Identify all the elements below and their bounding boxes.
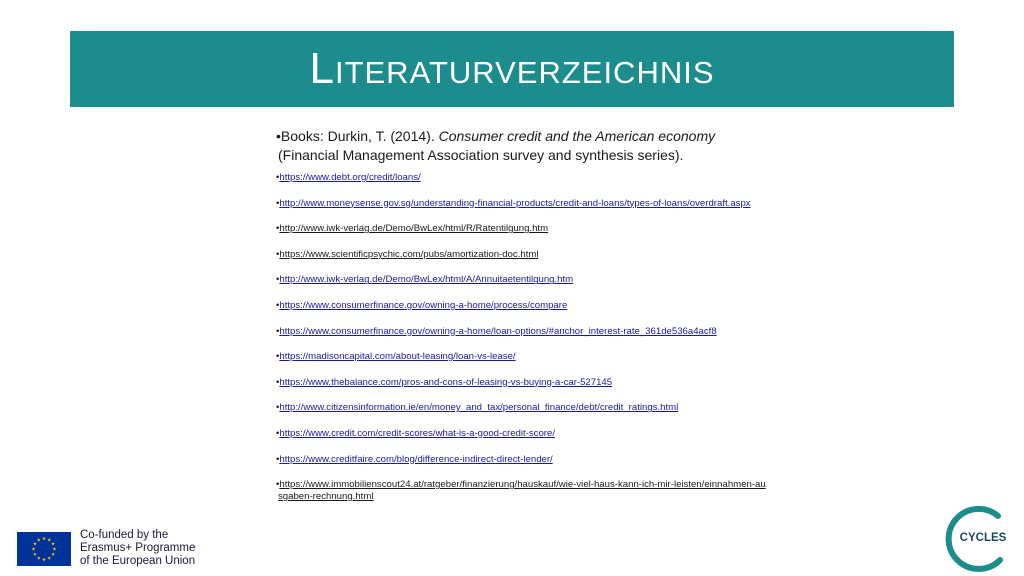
bullet: • bbox=[276, 223, 280, 235]
bullet: • bbox=[276, 172, 280, 183]
reference-item bbox=[278, 402, 770, 414]
link-list bbox=[270, 172, 770, 503]
book-prefix: Books: Durkin, T. (2014). bbox=[280, 128, 439, 144]
reference-link[interactable]: https://www.creditfaire.com/blog/difference-indirect-direct-lender/ bbox=[279, 453, 553, 465]
bullet: • bbox=[276, 402, 280, 414]
eu-text-line2: Erasmus+ Programme bbox=[80, 542, 196, 554]
reference-item bbox=[278, 326, 770, 338]
reference-item bbox=[278, 428, 770, 440]
bullet: • bbox=[276, 453, 280, 465]
reference-item bbox=[278, 249, 770, 261]
reference-item bbox=[278, 300, 770, 312]
reference-link[interactable]: https://www.debt.org/credit/loans/ bbox=[279, 172, 421, 183]
bullet: • bbox=[276, 325, 280, 337]
bullet: • bbox=[276, 274, 280, 286]
reference-link[interactable]: https://www.consumerfinance.gov/owning-a-home/loan-options/#anchor_interest-rate_361de536a4acf8 bbox=[279, 325, 717, 337]
book-reference bbox=[278, 127, 770, 165]
reference-item bbox=[278, 479, 770, 503]
eu-text-line1: Co-funded by the bbox=[80, 529, 169, 541]
reference-link[interactable]: https://www.consumerfinance.gov/owning-a-home/process/compare bbox=[279, 299, 568, 311]
book-suffix: (Financial Management Association survey and synthesis series). bbox=[278, 147, 684, 163]
reference-link[interactable]: http://www.moneysense.gov.sg/understanding-financial-products/credit-and-loans/types-of-loans/overdraft.aspx bbox=[279, 197, 751, 209]
reference-item bbox=[278, 274, 770, 286]
reference-item bbox=[278, 198, 770, 210]
reference-link[interactable]: http://www.iwk-verlag.de/Demo/BwLex/html/R/Ratentilgung.htm bbox=[279, 223, 549, 235]
bullet: • bbox=[276, 427, 280, 439]
reference-link[interactable]: https://www.credit.com/credit-scores/what-is-a-good-credit-score/ bbox=[279, 427, 555, 439]
eu-cofunded-logo bbox=[17, 529, 195, 568]
cycles-logo bbox=[942, 502, 1012, 572]
reference-list bbox=[270, 127, 770, 517]
eu-cofunded-text bbox=[80, 529, 195, 568]
eu-text-line3: of the European Union bbox=[80, 555, 196, 567]
bullet: • bbox=[276, 128, 281, 144]
book-title: Consumer credit and the American economy bbox=[438, 128, 716, 144]
bullet: • bbox=[276, 351, 280, 363]
bullet: • bbox=[276, 479, 280, 491]
title-bar bbox=[70, 31, 954, 107]
reference-item bbox=[278, 454, 770, 466]
reference-link[interactable]: https://www.scientificpsychic.com/pubs/amortization-doc.html bbox=[279, 248, 539, 260]
reference-item bbox=[278, 223, 770, 235]
reference-item bbox=[278, 351, 770, 363]
cycles-logo-text: CYCLES bbox=[959, 532, 1007, 544]
reference-link[interactable]: https://www.thebalance.com/pros-and-cons-of-leasing-vs-buying-a-car-527145 bbox=[279, 376, 613, 388]
reference-link[interactable]: https://madisoncapital.com/about-leasing/loan-vs-lease/ bbox=[279, 351, 516, 363]
bullet: • bbox=[276, 248, 280, 260]
reference-link[interactable]: https://www.immobilienscout24.at/ratgeber/finanzierung/hauskauf/wie-viel-haus-kann-ich-mir-leisten/einnahmen-ausgaben-rechnung.html bbox=[278, 479, 766, 503]
bullet: • bbox=[276, 376, 280, 388]
eu-flag-icon bbox=[17, 532, 71, 566]
reference-item bbox=[278, 377, 770, 389]
slide-title: Literaturverzeichnis bbox=[309, 44, 715, 93]
bullet: • bbox=[276, 197, 280, 209]
reference-item bbox=[278, 172, 770, 184]
reference-link[interactable]: http://www.citizensinformation.ie/en/money_and_tax/personal_finance/debt/credit_ratings.html bbox=[279, 402, 679, 414]
bullet: • bbox=[276, 299, 280, 311]
reference-link[interactable]: http://www.iwk-verlag.de/Demo/BwLex/html/A/Annuitaetentilgung.htm bbox=[279, 274, 574, 286]
